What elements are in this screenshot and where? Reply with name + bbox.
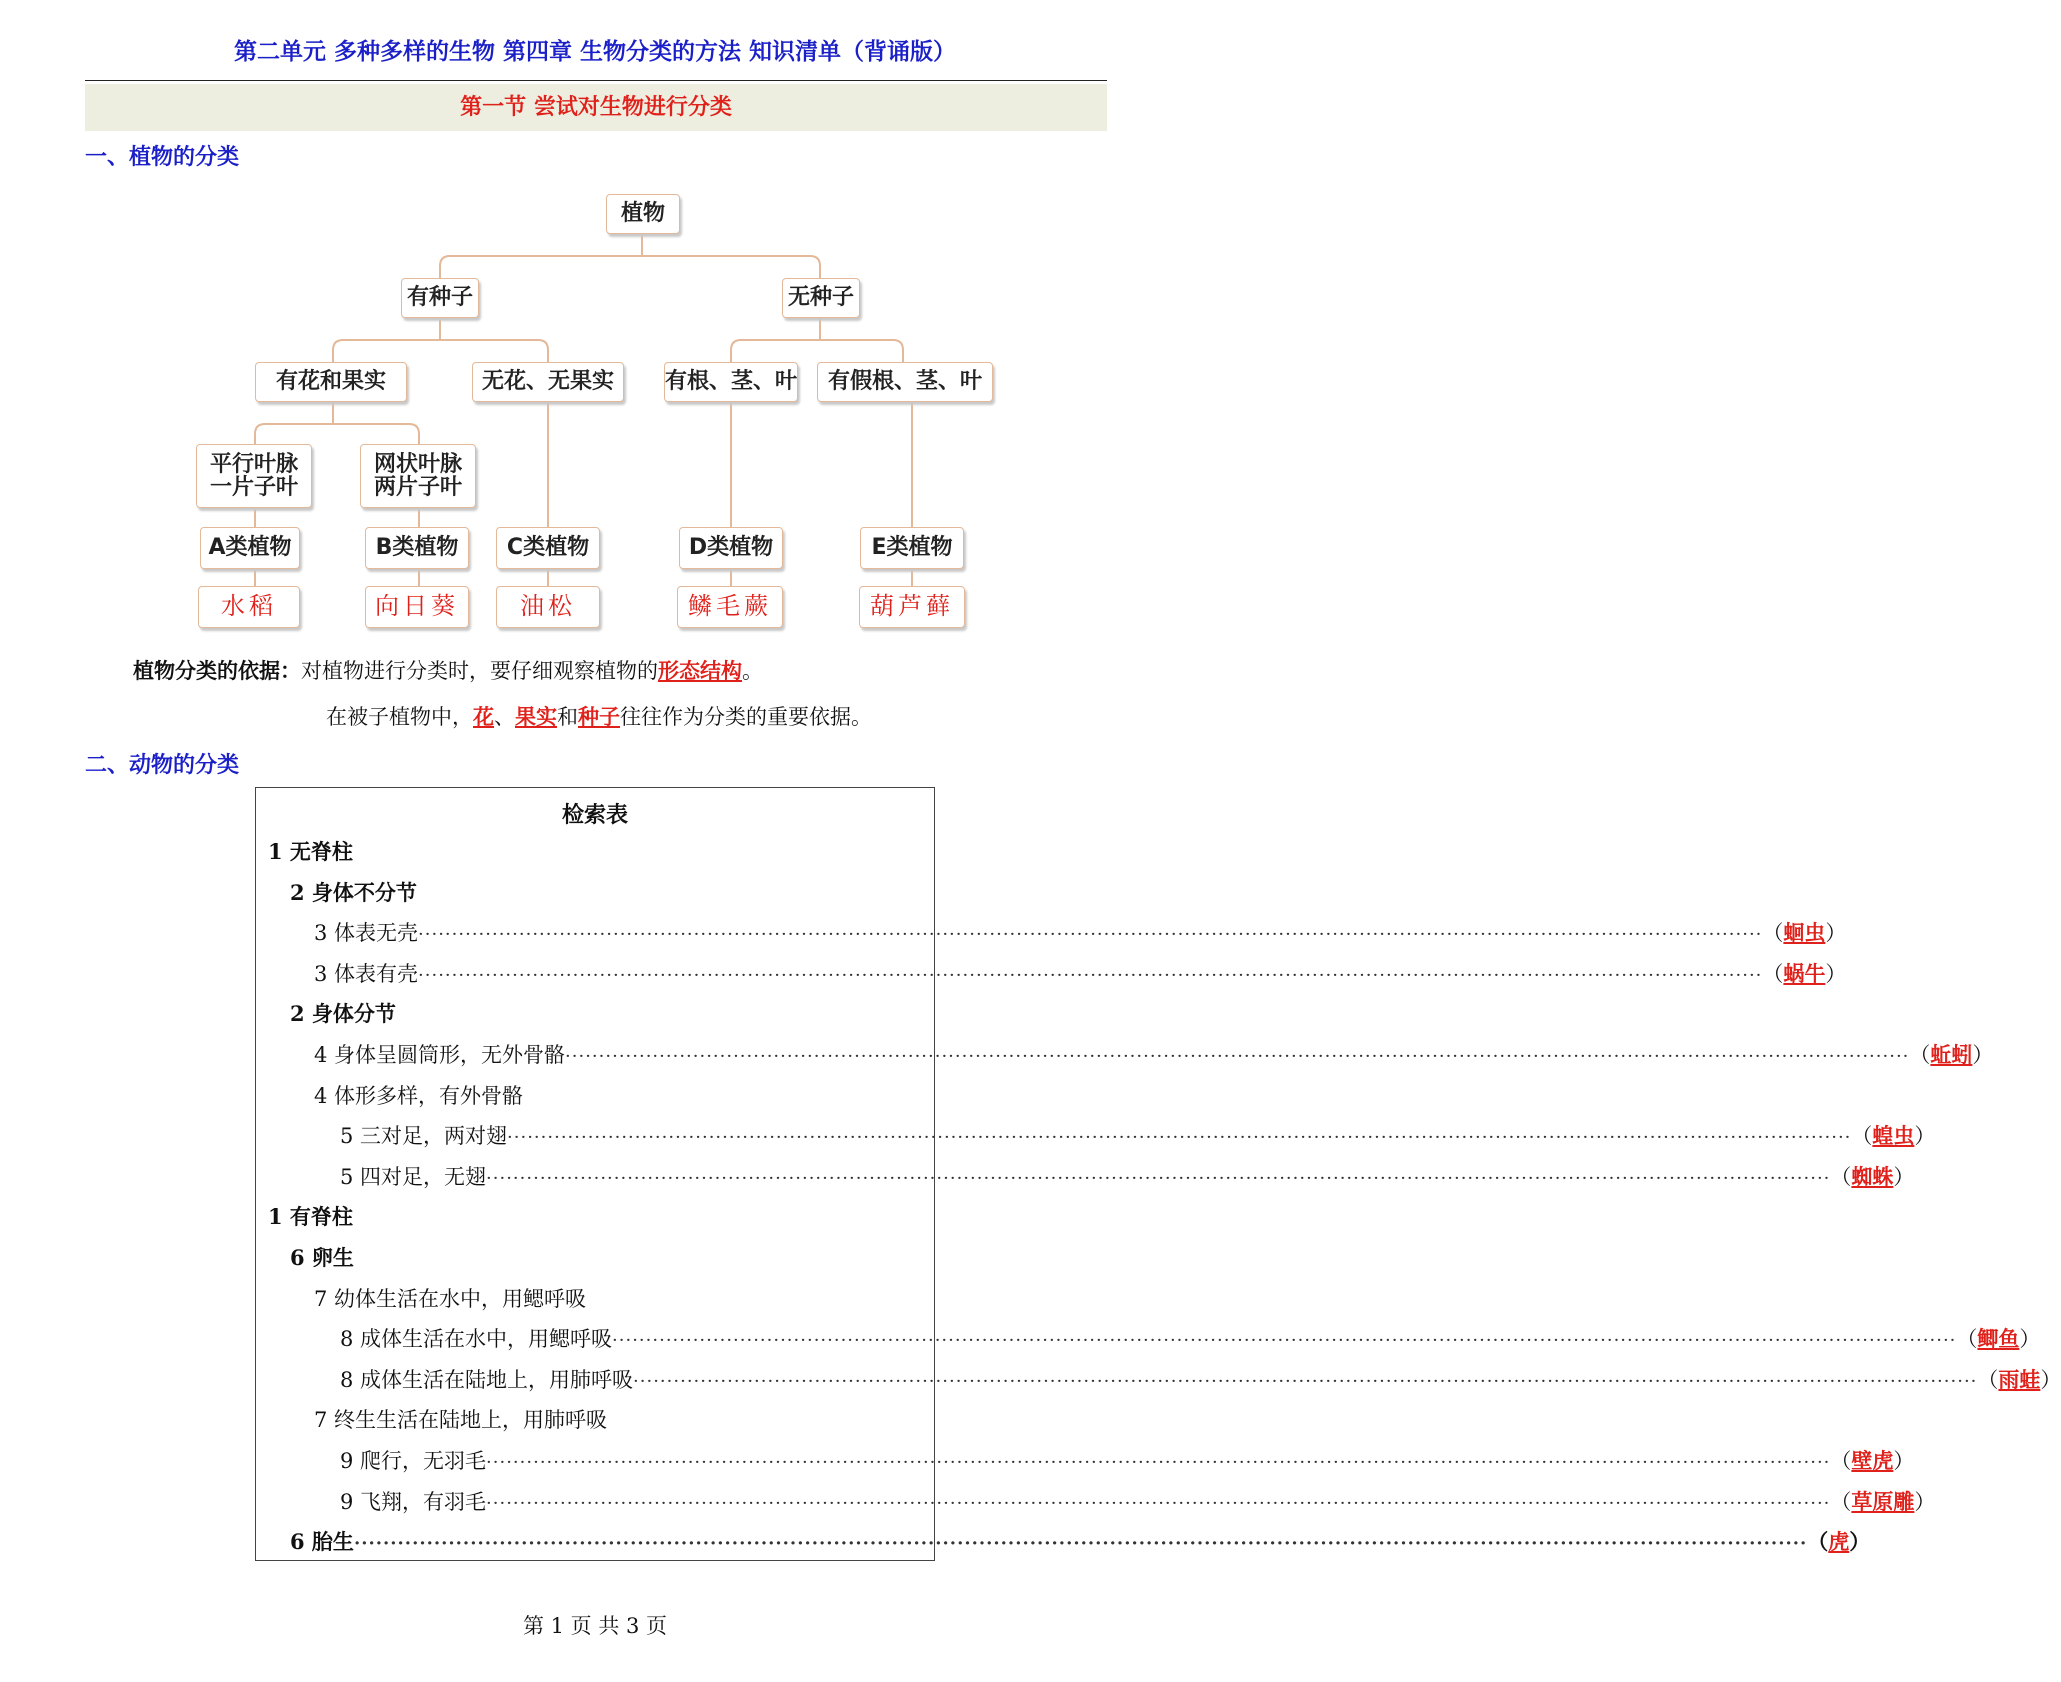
key-row-text: 4 身体呈圆筒形，无外骨骼	[314, 1043, 566, 1067]
key-row-answer: 蜘蛛	[1851, 1163, 1894, 1189]
key-row-leader-dots: ········································································································································································································	[486, 1492, 1831, 1514]
tree-node-parallel-veins-line1: 平行叶脉	[209, 451, 298, 477]
key-row	[268, 1201, 912, 1231]
key-row-leader-dots: ········································································································································································································	[612, 1330, 1957, 1352]
tree-example-moss: 葫芦藓	[859, 586, 965, 628]
dichotomous-key-table	[255, 787, 2061, 1561]
basis-text2: 在被子植物中，	[326, 705, 473, 729]
key-row-answer: 虎	[1828, 1529, 1850, 1555]
key-row-answer: 蝗虫	[1872, 1123, 1915, 1149]
tree-node-class-d: D类植物	[679, 527, 783, 569]
key-row-answer-slot	[1762, 958, 1846, 988]
tree-node-class-a: A类植物	[200, 527, 300, 569]
classification-basis-label: 植物分类的依据：	[133, 658, 301, 683]
classification-basis-line2	[326, 701, 872, 731]
close-paren: ）	[1849, 1529, 1871, 1555]
key-row-answer-slot	[1909, 1039, 1993, 1069]
open-paren: （	[1762, 921, 1784, 946]
tree-example-pine: 油松	[496, 586, 600, 628]
tree-node-flowers-fruits: 有花和果实	[255, 362, 407, 402]
key-row-text: 6 卵生	[290, 1245, 354, 1270]
tree-node-parallel-veins-line2: 一片子叶	[209, 475, 298, 500]
key-row	[340, 1323, 2041, 1353]
key-row-leader-dots: ········································································································································································································	[633, 1370, 1978, 1392]
tree-node-parallel-veins	[196, 444, 312, 508]
key-row-text: 8 成体生活在水中，用鳃呼吸	[340, 1327, 613, 1352]
key-row-leader-dots: ········································································································································································································	[565, 1046, 1910, 1067]
key-row-answer-slot	[1830, 1161, 1914, 1191]
tree-example-rice: 水稻	[198, 586, 300, 628]
tree-node-net-veins-line1: 网状叶脉	[373, 451, 462, 477]
key-row-text: 2 身体分节	[290, 1001, 396, 1027]
key-row-text: 1 有脊柱	[268, 1204, 353, 1230]
key-row	[314, 1080, 912, 1110]
open-paren: （	[1830, 1164, 1852, 1189]
open-paren: （	[1909, 1043, 1931, 1067]
basis-answer-seed: 种子	[578, 704, 620, 729]
key-row-answer-slot	[1830, 1445, 1914, 1475]
key-row-answer: 壁虎	[1851, 1448, 1894, 1473]
key-row	[290, 877, 912, 907]
open-paren: （	[1762, 961, 1784, 986]
close-paren: ）	[1972, 1043, 1994, 1067]
tree-node-net-veins	[360, 444, 476, 508]
key-row	[340, 1364, 2061, 1394]
basis-end1: 。	[742, 659, 763, 683]
key-row-text: 7 幼体生活在水中，用鳃呼吸	[314, 1286, 587, 1311]
key-row-text: 1 无脊柱	[268, 839, 353, 864]
close-paren: ）	[2040, 1367, 2061, 1392]
key-row	[314, 1404, 912, 1434]
key-row	[314, 1283, 912, 1313]
key-row	[314, 1039, 1994, 1069]
key-row	[340, 1445, 1915, 1475]
key-row-text: 8 成体生活在陆地上，用肺呼吸	[340, 1367, 634, 1392]
page-footer: 第 1 页 共 3 页	[522, 1614, 668, 1638]
close-paren: ）	[1914, 1124, 1936, 1149]
key-row-answer-slot	[1807, 1526, 1870, 1556]
key-row	[340, 1486, 1936, 1516]
tree-example-sunflower: 向日葵	[365, 586, 469, 628]
key-row-answer: 鲫鱼	[1977, 1326, 2020, 1352]
tree-node-with-seeds: 有种子	[401, 278, 479, 318]
key-row-answer: 草原雕	[1851, 1488, 1915, 1514]
open-paren: （	[1977, 1367, 1999, 1392]
key-row-text: 9 飞翔，有羽毛	[340, 1489, 487, 1514]
open-paren: （	[1956, 1327, 1978, 1352]
key-row-text: 3 体表无壳	[314, 921, 419, 946]
tree-node-class-c: C类植物	[496, 527, 600, 569]
tree-node-class-b: B类植物	[365, 527, 469, 569]
key-row	[268, 836, 912, 866]
classification-basis-line1	[133, 655, 763, 685]
open-paren: （	[1830, 1489, 1852, 1514]
key-row	[314, 958, 1847, 988]
key-row-answer-slot	[1956, 1323, 2040, 1353]
close-paren: ）	[1825, 961, 1847, 986]
document-title: 第二单元 多种多样的生物 第四章 生物分类的方法 知识清单（背诵版）	[233, 39, 957, 65]
open-paren: （	[1830, 1449, 1852, 1473]
section-title: 第一节 尝试对生物进行分类	[85, 84, 1107, 131]
tree-node-without-seeds: 无种子	[782, 278, 860, 318]
key-row	[290, 998, 912, 1028]
key-row-text: 2 身体不分节	[290, 879, 417, 905]
key-row-answer: 蛔虫	[1783, 920, 1826, 946]
key-row-answer-slot	[1762, 917, 1846, 947]
basis-sep2: 和	[557, 705, 578, 729]
key-row	[340, 1161, 1915, 1191]
basis-answer-fruit: 果实	[515, 704, 557, 729]
key-row-text: 5 三对足，两对翅	[340, 1124, 508, 1149]
close-paren: ）	[1893, 1449, 1915, 1473]
tree-node-root: 植物	[606, 194, 680, 234]
open-paren: （	[1851, 1124, 1873, 1149]
key-row	[340, 1120, 1936, 1150]
close-paren: ）	[2019, 1327, 2041, 1352]
key-row-answer-slot	[1830, 1486, 1936, 1516]
key-row-leader-dots: ········································································································································································································	[353, 1533, 1808, 1555]
tree-node-roots-stems-leaves: 有根、茎、叶	[664, 362, 798, 402]
basis-answer-flower: 花	[473, 704, 494, 729]
plant-classification-heading: 一、植物的分类	[85, 145, 240, 170]
close-paren: ）	[1893, 1164, 1915, 1189]
key-row-text: 3 体表有壳	[314, 961, 419, 986]
close-paren: ）	[1914, 1489, 1936, 1514]
tree-node-no-flowers-fruits: 无花、无果实	[472, 362, 624, 402]
key-row	[290, 1526, 1871, 1556]
key-row-text: 7 终生生活在陆地上，用肺呼吸	[314, 1408, 608, 1433]
key-row-leader-dots: ········································································································································································································	[486, 1167, 1831, 1189]
key-row-answer: 蚯蚓	[1930, 1042, 1973, 1067]
animal-classification-heading: 二、动物的分类	[85, 753, 240, 778]
close-paren: ）	[1825, 921, 1847, 946]
key-row-leader-dots: ········································································································································································································	[418, 964, 1763, 986]
tree-node-net-veins-line2: 两片子叶	[373, 475, 462, 500]
key-row-leader-dots: ········································································································································································································	[418, 924, 1763, 946]
key-row-text: 4 体形多样，有外骨骼	[314, 1083, 524, 1108]
key-row-text: 6 胎生	[290, 1529, 354, 1555]
key-row-leader-dots: ········································································································································································································	[486, 1452, 1831, 1473]
tree-node-class-e: E类植物	[860, 527, 964, 569]
basis-text1: 对植物进行分类时，要仔细观察植物的	[301, 659, 658, 683]
key-row-text: 9 爬行，无羽毛	[340, 1449, 487, 1473]
basis-answer-morphology: 形态结构	[658, 658, 742, 683]
key-row-text: 5 四对足，无翅	[340, 1164, 487, 1189]
basis-sep1: 、	[494, 705, 515, 729]
key-row-answer: 蜗牛	[1783, 960, 1826, 986]
key-row-answer-slot	[1851, 1120, 1935, 1150]
open-paren: （	[1807, 1529, 1829, 1555]
basis-end2: 往往作为分类的重要依据。	[620, 705, 872, 729]
key-row	[314, 917, 1847, 947]
key-row-answer: 雨蛙	[1998, 1366, 2041, 1392]
key-row-leader-dots: ········································································································································································································	[507, 1127, 1852, 1149]
key-row-answer-slot	[1977, 1364, 2061, 1394]
key-title: 检索表	[561, 802, 628, 828]
key-row	[290, 1242, 912, 1272]
tree-node-false-roots: 有假根、茎、叶	[817, 362, 993, 402]
tree-example-fern: 鳞毛蕨	[677, 586, 783, 628]
